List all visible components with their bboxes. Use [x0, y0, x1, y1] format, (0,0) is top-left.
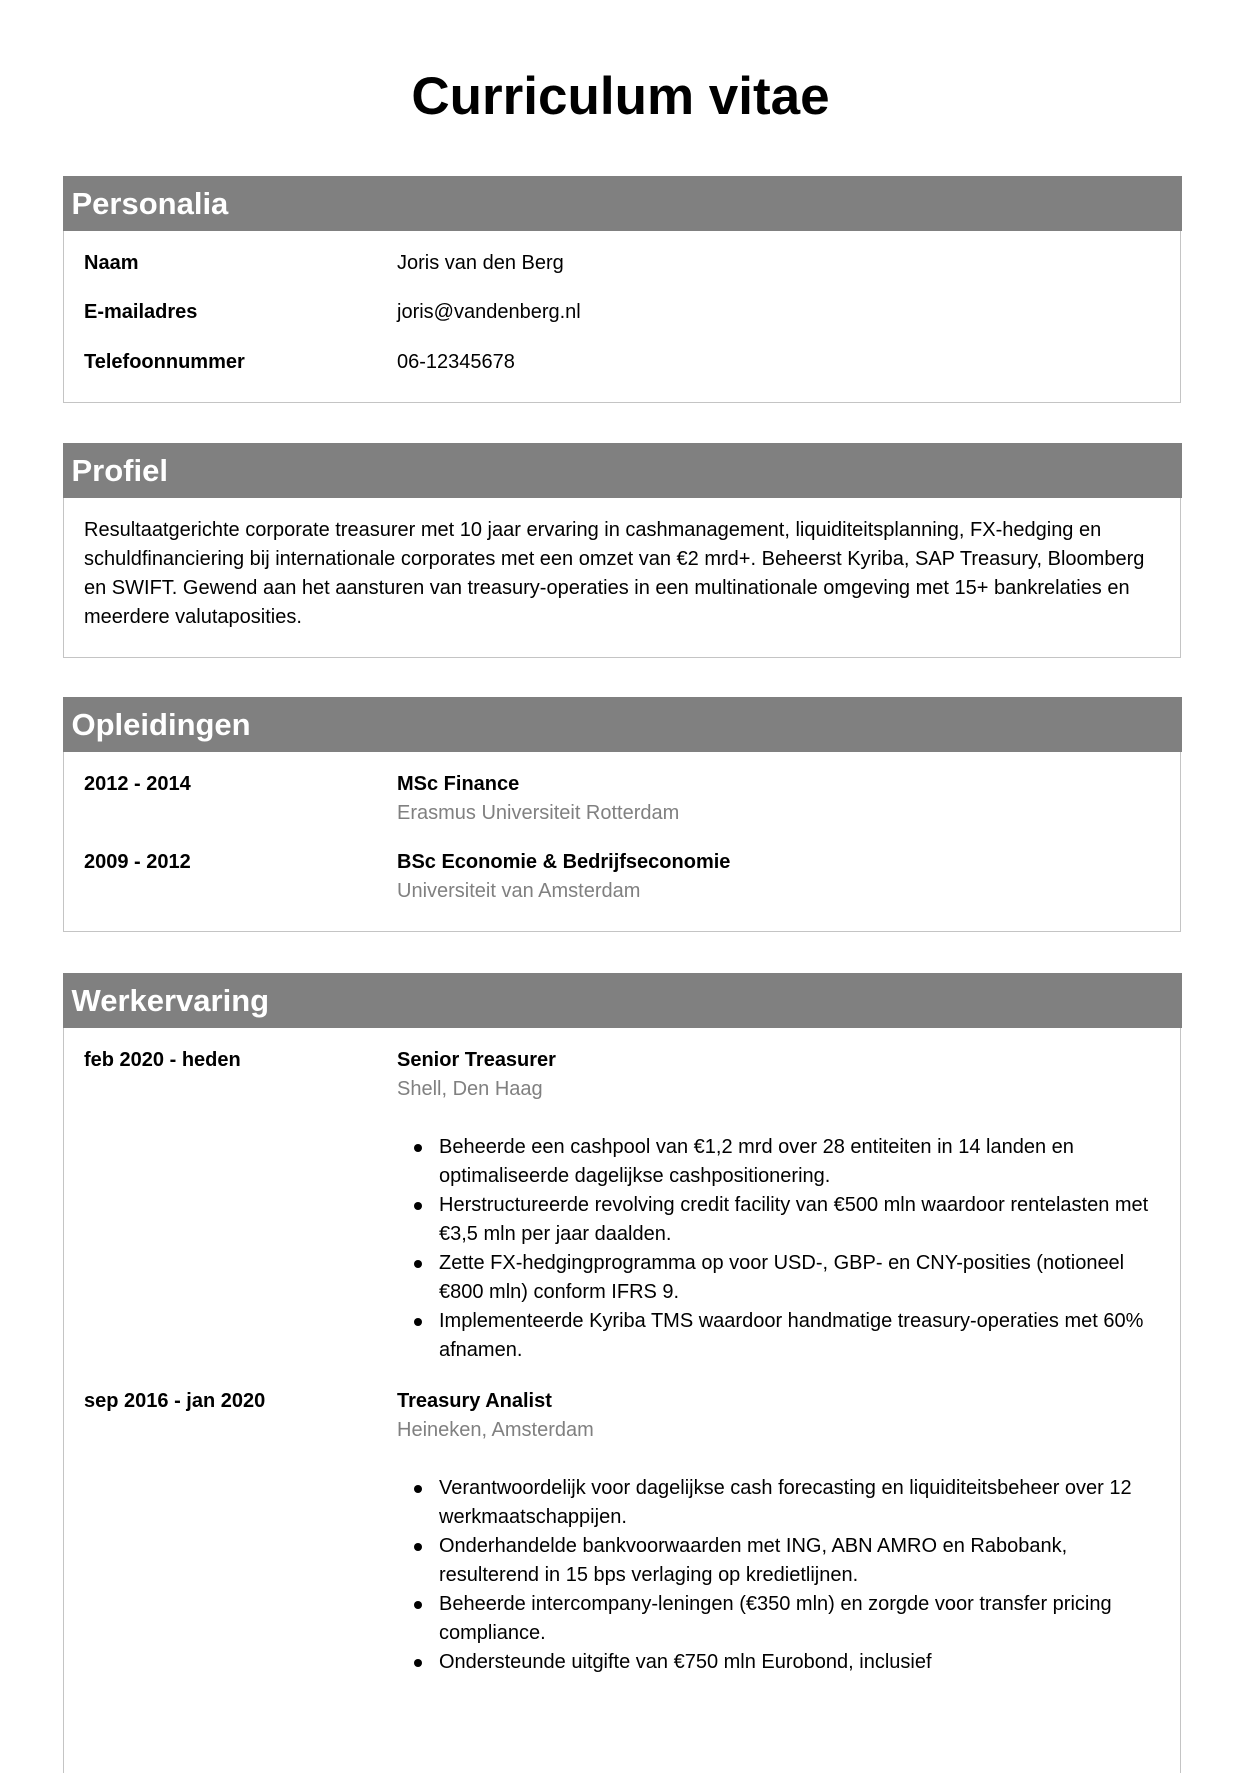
education-period: 2012 - 2014: [84, 772, 191, 795]
email-label: E-mailadres: [84, 301, 198, 323]
achievement-item: Beheerde intercompany-leningen (€350 mln) en zorgde voor transfer pricing compliance.: [439, 1590, 1160, 1648]
work-achievements-list: [397, 1474, 1160, 1677]
section-profiel: [63, 443, 1181, 658]
achievement-item: Herstructureerde revolving credit facility van €500 mln waardoor rentelasten met €3,5 mln per jaar daalden.: [439, 1191, 1160, 1249]
section-heading-opleidingen: Opleidingen: [63, 697, 1182, 752]
personalia-row-email: [84, 298, 1160, 348]
profile-text: Resultaatgerichte corporate treasurer met 10 jaar ervaring in cashmanagement, liquiditeitsplanning, FX-hedging en schuldfinanciering bij internationale corporates met een omzet van €2 mrd+. Beheerst Kyriba, SAP Treasury, Bloomberg en SWIFT. Gewend aan het aansturen van treasury-operaties in een multinationale omgeving met 15+ bankrelaties en meerdere valutaposities.: [84, 518, 1145, 628]
achievement-item: Ondersteunde uitgifte van €750 mln Eurobond, inclusief: [439, 1648, 1160, 1677]
email-value: joris@vandenberg.nl: [397, 301, 581, 323]
phone-value: 06-12345678: [397, 350, 515, 373]
work-details: [397, 1046, 1160, 1365]
achievement-item: Verantwoordelijk voor dagelijkse cash forecasting en liquiditeitsbeheer over 12 werkmaatschappijen.: [439, 1474, 1160, 1532]
work-role: Senior Treasurer: [397, 1048, 556, 1071]
education-degree: BSc Economie & Bedrijfseconomie: [397, 850, 731, 873]
work-entry: [84, 1387, 1160, 1677]
section-personalia: [63, 176, 1181, 403]
education-institution: Universiteit van Amsterdam: [397, 879, 641, 902]
personalia-row-name: [84, 249, 1160, 299]
achievement-item: Onderhandelde bankvoorwaarden met ING, ABN AMRO en Rabobank, resulterend in 15 bps verlaging op kredietlijnen.: [439, 1532, 1160, 1590]
work-achievements-list: [397, 1133, 1160, 1365]
education-details: [397, 848, 1160, 906]
work-role: Treasury Analist: [397, 1389, 552, 1412]
name-label: Naam: [84, 251, 139, 274]
section-heading-werkervaring: Werkervaring: [63, 973, 1182, 1028]
education-entry: [84, 848, 1160, 906]
opleidingen-body: [64, 752, 1180, 922]
werkervaring-body: [64, 1028, 1180, 1715]
education-entry: [84, 770, 1160, 828]
document-title: Curriculum vitae: [411, 67, 830, 126]
profiel-body: [64, 498, 1180, 648]
work-entry: [84, 1046, 1160, 1365]
work-company: Heineken, Amsterdam: [397, 1418, 594, 1441]
work-company: Shell, Den Haag: [397, 1077, 543, 1100]
education-period: 2009 - 2012: [84, 850, 191, 873]
education-institution: Erasmus Universiteit Rotterdam: [397, 801, 680, 824]
personalia-body: [64, 231, 1180, 414]
education-details: [397, 770, 1160, 828]
section-werkervaring: [63, 973, 1181, 1773]
phone-label: Telefoonnummer: [84, 350, 245, 373]
work-period: sep 2016 - jan 2020: [84, 1389, 266, 1412]
achievement-item: Beheerde een cashpool van €1,2 mrd over 28 entiteiten in 14 landen en optimaliseerde dagelijkse cashpositionering.: [439, 1133, 1160, 1191]
name-value: Joris van den Berg: [397, 251, 564, 274]
work-details: [397, 1387, 1160, 1677]
work-period: feb 2020 - heden: [84, 1048, 241, 1071]
personalia-row-phone: [84, 348, 1160, 398]
section-heading-profiel: Profiel: [63, 443, 1182, 498]
achievement-item: Implementeerde Kyriba TMS waardoor handmatige treasury-operaties met 60% afnamen.: [439, 1307, 1160, 1365]
section-opleidingen: [63, 697, 1181, 932]
achievement-item: Zette FX-hedgingprogramma op voor USD-, GBP- en CNY-posities (notioneel €800 mln) conform IFRS 9.: [439, 1249, 1160, 1307]
section-heading-personalia: Personalia: [63, 176, 1182, 231]
education-degree: MSc Finance: [397, 772, 520, 795]
